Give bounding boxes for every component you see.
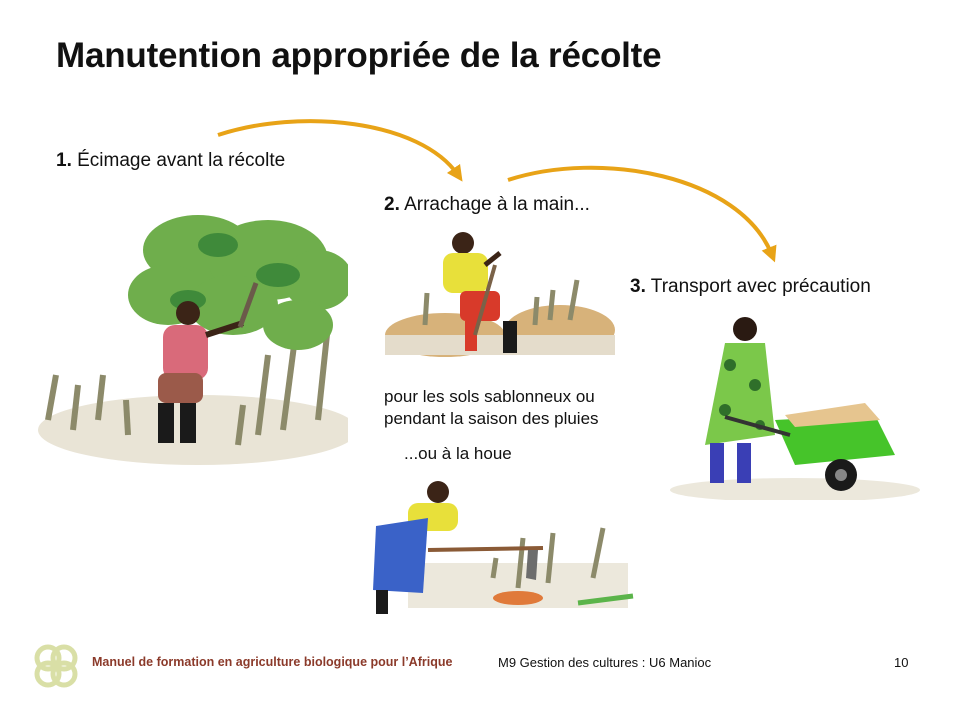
footer-module-title: M9 Gestion des cultures : U6 Manioc [498,655,712,670]
page-number: 10 [894,655,909,670]
sandy-soil-note-line1: pour les sols sablonneux ou [384,387,595,406]
hoe-note: ...ou à la houe [404,444,512,463]
step-1-text: Écimage avant la récolte [71,150,286,171]
step-2-number: 2. [384,194,400,215]
step-1-label [56,150,285,172]
step-1-number: 1. [56,150,72,171]
step-2-text: Arrachage à la main... [399,194,590,215]
manual-logo-icon [28,638,84,694]
wheelbarrow-illustration [665,315,927,500]
sandy-soil-note-line2: pendant la saison des pluies [384,409,599,428]
sandy-soil-note [384,386,599,430]
hoe-illustration [368,478,636,616]
step-3-number: 3. [630,276,646,297]
hand-pulling-illustration [385,225,615,365]
step-3-label [630,276,871,298]
step-2-label [384,194,590,216]
slide-title: Manutention appropriée de la récolte [56,36,662,75]
footer-manual-title: Manuel de formation en agriculture biologique pour l’Afrique [92,655,453,669]
step-3-text: Transport avec précaution [645,276,871,297]
topping-illustration [28,205,348,470]
